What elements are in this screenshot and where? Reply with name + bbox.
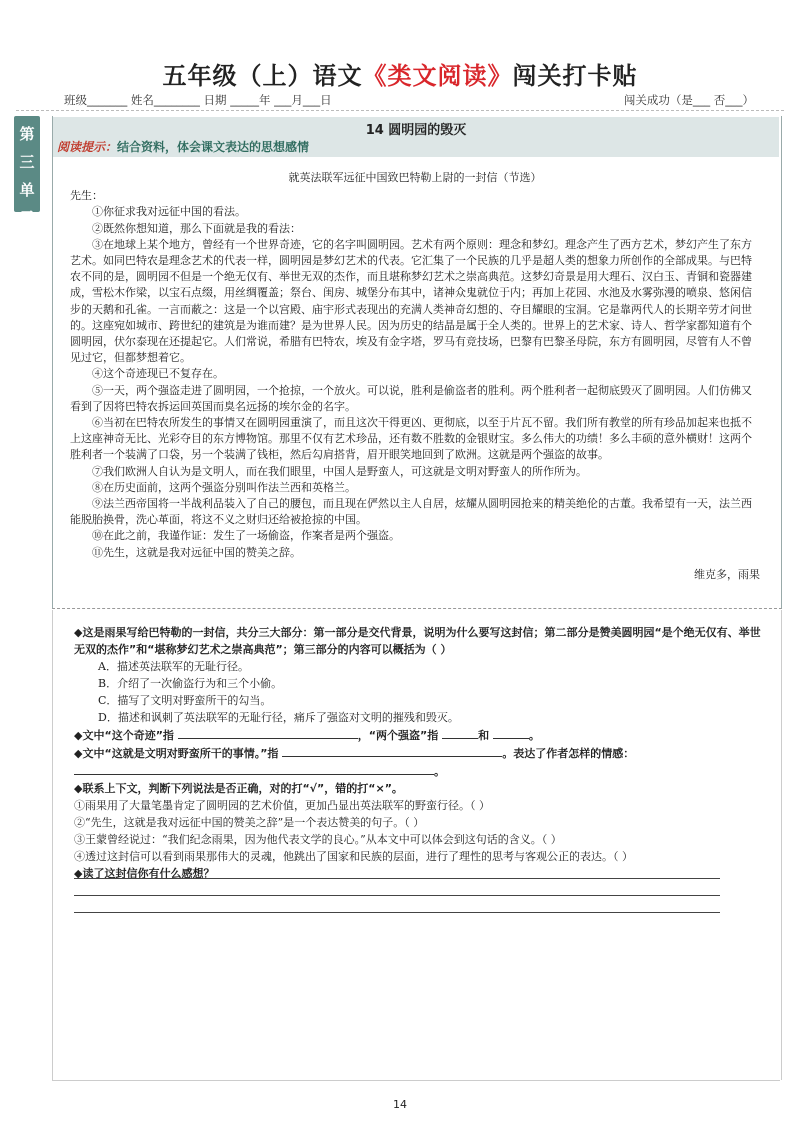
answer-line[interactable]: [74, 878, 720, 879]
option-c[interactable]: C．描写了文明对野蛮所干的勾当。: [98, 694, 272, 707]
lesson-title: 14 圆明园的毁灭: [365, 123, 467, 138]
question-2: [74, 726, 764, 744]
paragraph: ⑤一天，两个强盗走进了圆明园，一个抢掠，一个放火。可以说，胜利是偷盗者的胜利。两个胜利者一起彻底毁灭了圆明园。人们仿佛又看到了因将巴特农拆运回英国而臭名远扬的埃尔金的名字。: [70, 383, 752, 413]
questions: [74, 624, 764, 882]
question-2-part: 和: [478, 729, 490, 742]
question-2-part: 。: [528, 729, 540, 742]
page-number: 14: [393, 1098, 407, 1111]
paragraph: ⑨法兰西帝国将一半战利品装入了自己的腰包，而且现在俨然以主人自居，炫耀从圆明园抢来的精美绝伦的古董。我希望有一天，法兰西能脱胎换骨，洗心革面，将这不义之财归还给被抢掠的中国。: [70, 497, 752, 527]
question-3-part: 。: [434, 765, 445, 778]
judgement-item[interactable]: ②“先生，这就是我对远征中国的赞美之辞”是一个表达赞美的句子。（ ）: [74, 816, 425, 829]
passage-title: 就英法联军远征中国致巴特勒上尉的一封信（节选）: [288, 171, 542, 184]
unit-tab-char: 单: [19, 181, 35, 199]
frame-bottom-line: [52, 1080, 780, 1081]
option-a[interactable]: A．描述英法联军的无耻行径。: [98, 660, 249, 673]
answer-blank[interactable]: [282, 744, 502, 757]
paragraph: ⑪先生，这就是我对远征中国的赞美之辞。: [92, 545, 301, 559]
judgement-item[interactable]: ④透过这封信可以看到雨果那伟大的灵魂，他跳出了国家和民族的层面，进行了理性的思考与客观公正的表达。（ ）: [74, 850, 633, 863]
title-red: 《类文阅读》: [362, 62, 513, 90]
paragraph: ②既然你想知道，那么下面就是我的看法：: [92, 221, 301, 235]
student-info-line: [64, 92, 754, 108]
paragraph: ⑧在历史面前，这两个强盗分别叫作法兰西和英格兰。: [92, 480, 356, 494]
paragraph: ⑩在此之前，我谨作证：发生了一场偷盗，作案者是两个强盗。: [92, 529, 400, 543]
header-divider: [16, 110, 784, 111]
question-4: ◆联系上下文，判断下列说法是否正确，对的打“√”，错的打“×”。: [74, 782, 403, 795]
page-title: [0, 56, 800, 91]
reading-hint: [57, 138, 309, 155]
reading-passage: [70, 170, 760, 583]
judgement-item[interactable]: ③王蒙曾经说过：“我们纪念雨果，因为他代表文学的良心。”从本文中可以体会到这句话的含义。（ ）: [74, 833, 562, 846]
question-5: ◆读了这封信你有什么感想？: [74, 867, 215, 880]
paragraph: ①你征求我对远征中国的看法。: [92, 205, 246, 219]
paragraph: ⑥当初在巴特农所发生的事情又在圆明园重演了，而且这次干得更凶、更彻底，以至于片瓦不留。我们所有教堂的所有珍品加起来也抵不上这座神奇无比、光彩夺目的东方博物馆。那里不仅有艺术珍品，还有数不胜数的金银财宝。多么伟大的功绩！多么丰硕的意外横财！这两个胜利者一个装满了口袋，另一个装满了钱柜，然后勾肩搭背，眉开眼笑地回到了欧洲。这就是两个强盗的故事。: [70, 416, 752, 462]
student-info-fields: 班级_______ 姓名________ 日期 _____年 ___月___日: [64, 93, 332, 107]
pass-status: 闯关成功（是___ 否___）: [623, 93, 754, 107]
answer-blank[interactable]: [178, 726, 358, 739]
answer-line[interactable]: [74, 912, 720, 913]
judgement-item[interactable]: ①雨果用了大量笔墨肯定了圆明园的艺术价值，更加凸显出英法联军的野蛮行径。（ ）: [74, 799, 490, 812]
answer-blank[interactable]: [74, 762, 434, 775]
title-suffix: 闯关打卡贴: [512, 62, 638, 90]
question-3-part: ◆文中“这就是文明对野蛮所干的事情。”指: [74, 747, 279, 760]
salutation: 先生：: [70, 189, 103, 203]
question-2-part: ◆文中“这个奇迹”指: [74, 729, 174, 742]
option-b[interactable]: B．介绍了一次偷盗行为和三个小偷。: [98, 677, 283, 690]
unit-tab-char: 元: [19, 209, 35, 227]
question-2-part: ，“两个强盗”指: [357, 729, 439, 742]
answer-blank[interactable]: [493, 726, 529, 739]
title-prefix: 五年级（上）语文: [162, 62, 363, 90]
hint-text: 结合资料，体会课文表达的思想感情: [117, 140, 310, 154]
unit-tab-char: 第: [19, 125, 35, 143]
signature: 维克多，雨果: [694, 567, 760, 581]
question-3-part: 。表达了作者怎样的情感：: [502, 747, 635, 760]
unit-tab-char: 三: [19, 153, 35, 171]
paragraph: ③在地球上某个地方，曾经有一个世界奇迹，它的名字叫圆明园。艺术有两个原则：理念和梦幻。理念产生了西方艺术，梦幻产生了东方艺术。如同巴特农是理念艺术的代表一样，圆明园是梦幻艺术的代表。它汇集了一个民族的几乎是超人类的想象力所创作的全部成果。与巴特农不同的是，圆明园不但是一个绝无仅有、举世无双的杰作，而且堪称梦幻艺术之崇高典范。这梦幻奇景是用大理石、汉白玉、青铜和瓷器建成，雪松木作梁，以宝石点缀，用丝绸覆盖；祭台、闺房、城堡分布其中，诸神众鬼就位于内；再加上花园、水池及水雾弥漫的喷泉、悠闲信步的天鹅和孔雀。一言而蔽之：这是一个以宫殿、庙宇形式表现出的充满人类神奇幻想的、夺目耀眼的宝洞。它是靠两代人的长期辛劳才问世的。这座宛如城市、跨世纪的建筑是为谁而建？是为世界人民。因为历史的结晶是属于全人类的。世界上的艺术家、诗人、哲学家都知道有个圆明园，伏尔泰现在还提起它。人们常说，希腊有巴特农，埃及有金字塔，罗马有竞技场，巴黎有巴黎圣母院，东方有圆明园，尽管有人不曾见过它，但都梦想着它。: [70, 237, 752, 365]
unit-tab: [14, 116, 40, 227]
option-d[interactable]: D．描述和讽刺了英法联军的无耻行径，痛斥了强盗对文明的摧残和毁灭。: [98, 711, 459, 724]
answer-blank[interactable]: [442, 726, 478, 739]
paragraph: ⑦我们欧洲人自认为是文明人，而在我们眼里，中国人是野蛮人，可这就是文明对野蛮人的所作所为。: [92, 464, 587, 478]
question-1: ◆这是雨果写给巴特勒的一封信，共分三大部分：第一部分是交代背景，说明为什么要写这封信；第二部分是赞美圆明园“是个绝无仅有、举世无双的杰作”和“堪称梦幻艺术之崇高典范”；第三部分的内容可以概括为（ ）: [74, 626, 761, 656]
question-3: [74, 744, 764, 780]
hint-label: 阅读提示：: [57, 140, 118, 154]
paragraph: ④这个奇迹现已不复存在。: [92, 367, 224, 381]
answer-line[interactable]: [74, 895, 720, 896]
lesson-header: [53, 117, 779, 157]
